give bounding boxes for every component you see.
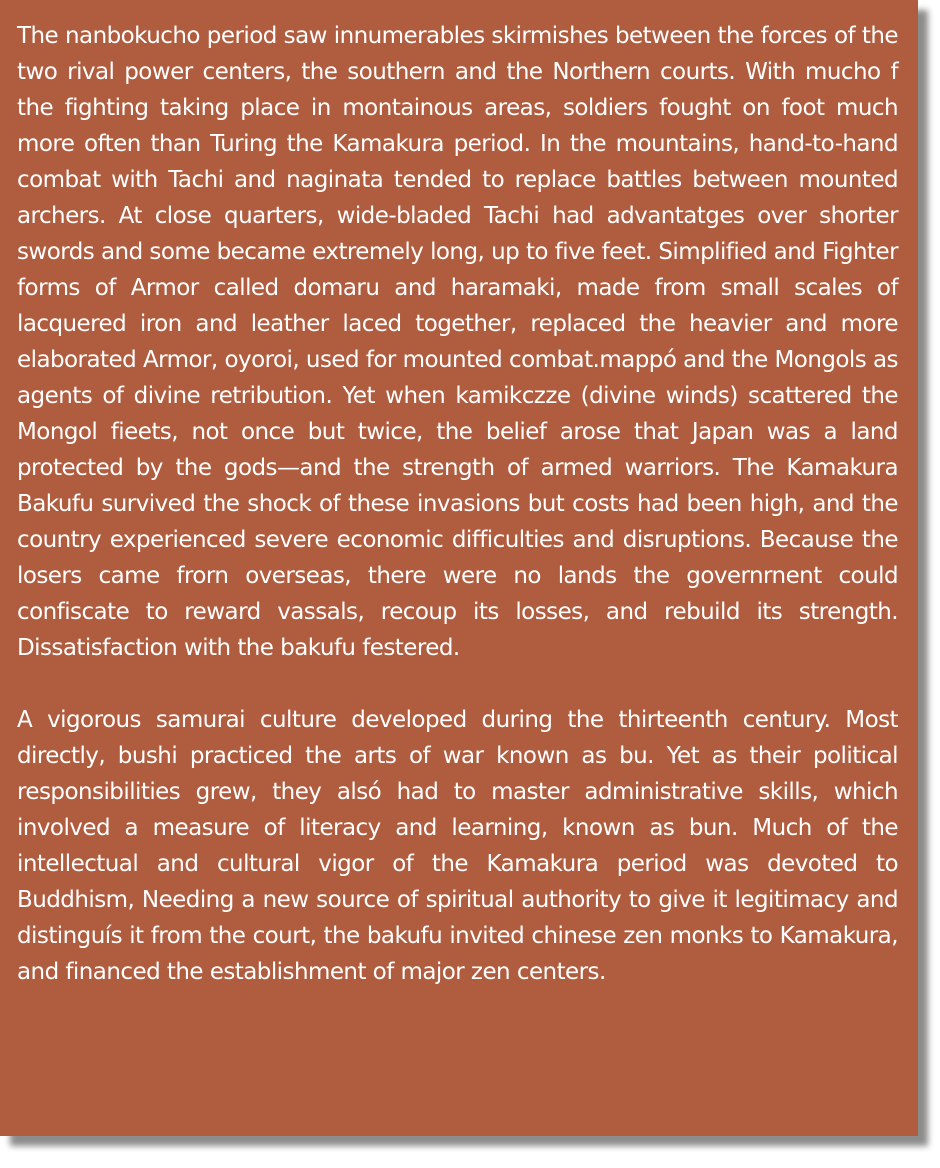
paragraph-samurai-culture: A vigorous samurai culture developed during the thirteenth century. Most directly, bushi practiced the arts of war known as bu. Yet as their political responsibilities grew, they alsó had to master administrative skills, which involved a measure of literacy and learning, known as bun. Much of the intellectual and cultural vigor of the Kamakura period was devoted to Buddhism, Needing a new source of spiritual authority to give it legitimacy and distinguís it from the court, the bakufu invited chinese zen monks to Kamakura, and financed the establishment of major zen centers.	[17, 707, 898, 985]
paragraph-nanbokucho: The nanbokucho period saw innumerables skirmishes between the forces of the two rival power centers, the southern and the Northern courts. With mucho f the fighting taking place in montainous areas, soldiers fought on foot much more often than Turing the Kamakura period. In the mountains, hand-to-hand combat with Tachi and naginata tended to replace battles between mounted archers. At close quarters, wide-bladed Tachi had advantatges over shorter swords and some became extremely long, up to five feet. Simplified and Fighter forms of Armor called domaru and haramaki, made from small scales of lacquered iron and leather laced together, replaced the heavier and more elaborated Armor, oyoroi, used for mounted combat.mappó and the Mongols as agents of divine retribution. Yet when kamikczze (divine winds) scattered the Mongol fieets, not once but twice, the belief arose that Japan was a land protected by the gods—and the strength of armed warriors. The Kamakura Bakufu survived the shock of these invasions but costs had been high, and the country experienced severe economic difficulties and disruptions. Because the losers came frorn overseas, there were no lands the governrnent could confiscate to reward vassals, recoup its losses, and rebuild its strength. Dissatisfaction with the bakufu festered.	[17, 23, 898, 661]
